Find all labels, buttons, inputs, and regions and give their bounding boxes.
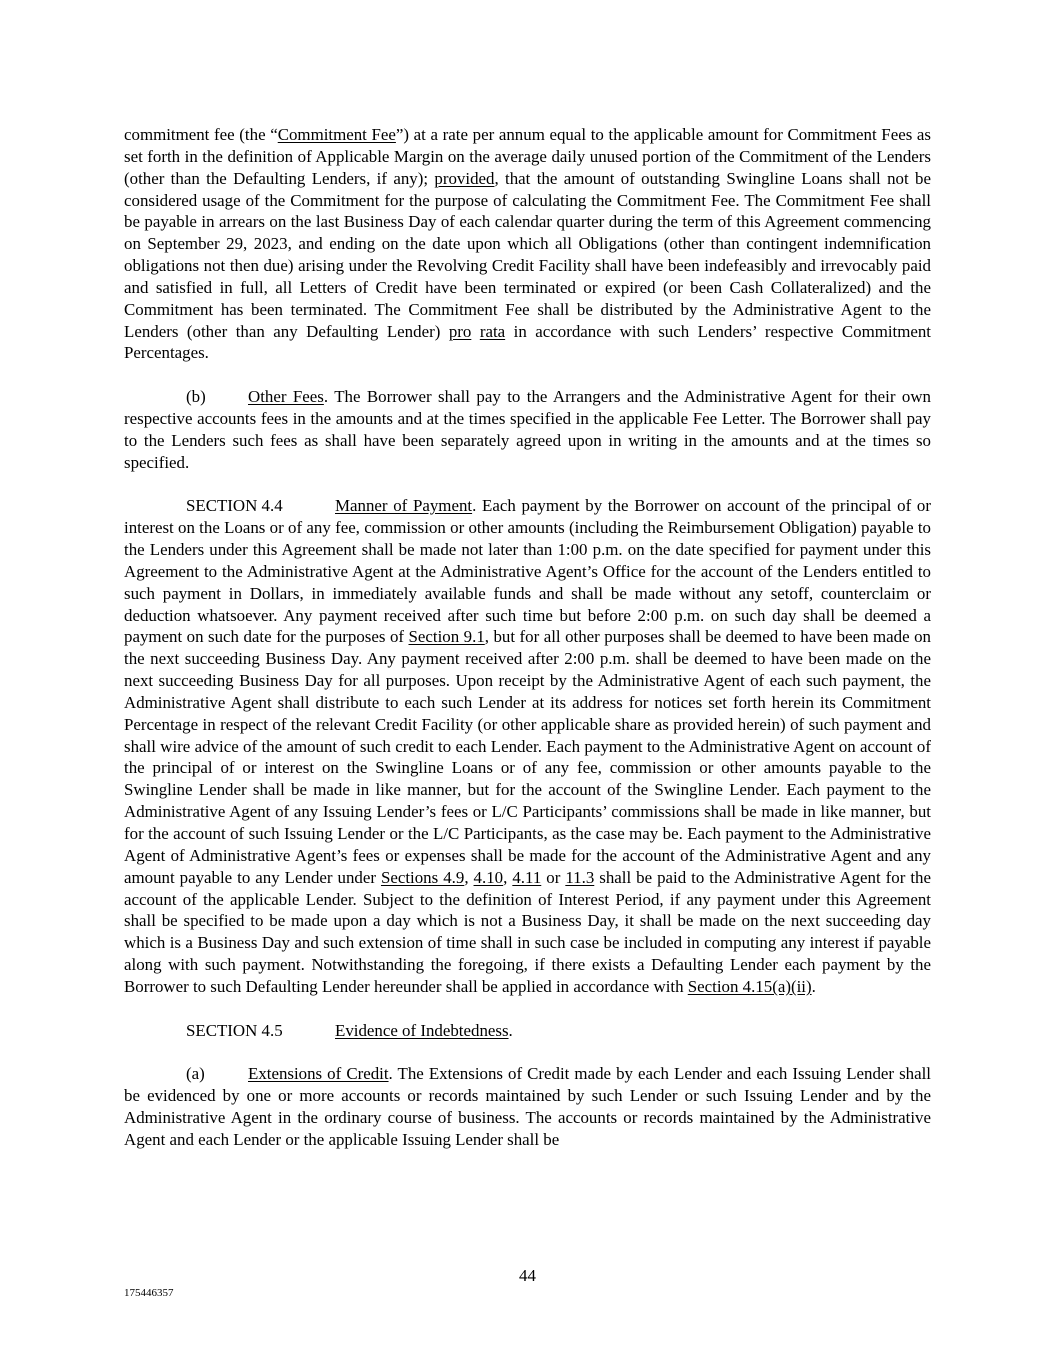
cross-reference-section-4-15: Section 4.15(a)(ii) — [687, 976, 812, 996]
text-run: , — [464, 867, 474, 887]
section-number: SECTION 4.5 — [186, 1020, 283, 1040]
document-id: 175446357 — [124, 1287, 174, 1299]
text-run: . Each payment by the Borrower on account of the principal of or interest on the Loans or of any fee, commission or other amounts (including the Reimbursement Obligation) payable to the Lenders under this Agreement shall be made not later than 1:00 p.m. on the date specified for payment under this Agreement to the Administrative Agent at the Administrative Agent’s Office for the account of the Lenders entitled to such payment in Dollars, in immediately available funds and shall be made without any setoff, counterclaim or deduction whatsoever. Any payment received after such time but before 2:00 p.m. on such day shall be deemed a payment on such date for the purposes of — [124, 496, 932, 647]
defined-term-commitment-fee: Commitment Fee — [277, 125, 396, 144]
text-run: in accordance with such Lenders’ respective Commitment Percentages. — [124, 321, 931, 363]
paragraph-heading-other-fees: Other Fees — [248, 387, 324, 407]
section-heading-evidence-of-indebtedness: Evidence of Indebtedness — [335, 1020, 509, 1040]
text-run: , — [503, 867, 513, 887]
section-number: SECTION 4.4 — [186, 496, 283, 516]
paragraph-label: (a) — [186, 1064, 205, 1084]
cross-reference-11-3: 11.3 — [565, 867, 595, 887]
term-pro: pro — [448, 321, 472, 341]
text-run: ”) at a rate per annum equal to the applicable amount for Commitment Fees as set forth in the definition of Applicable Margin on the average daily unused portion of the Commitment of the Lenders (other than the Defaulting Lenders, if any); — [124, 125, 931, 188]
cross-reference-4-11: 4.11 — [512, 867, 542, 887]
text-run: shall be paid to the Administrative Agent for the account of the applicable Lender. Subject to the definition of Interest Period, if any payment under this Agreement shall be specified to be made upon a day which is not a Business Day, it shall be made on the next succeeding day which is a Business Day and such extension of time shall in such case be included in computing any interest if payable along with such payment. Notwithstanding the foregoing, if there exists a Defaulting Lender each payment by the Borrower to such Defaulting Lender hereunder shall be applied in accordance with — [124, 867, 931, 996]
text-run: , that the amount of outstanding Swingline Loans shall not be considered usage of the Commitment for the purpose of calculating the Commitment Fee. The Commitment Fee shall be payable in arrears on the last Business Day of each calendar quarter during the term of this Agreement commencing on September 29, 2023, and ending on the date upon which all Obligations (other than contingent indemnification obligations not then due) arising under the Revolving Credit Facility shall have been indefeasibly and irrevocably paid and satisfied in full, all Letters of Credit have been terminated or expired (or been Cash Collateralized) and the Commitment has been terminated. The Commitment Fee shall be distributed by the Administrative Agent to the Lenders (other than any Defaulting Lender) — [124, 168, 931, 341]
extensions-of-credit-paragraph — [124, 1063, 931, 1150]
section-4-5-heading — [124, 1020, 931, 1042]
text-run: , but for all other purposes shall be deemed to have been made on the next succeeding Business Day. Any payment received after 2:00 p.m. shall be deemed to have been made on the next succeeding Business Day for all purposes. Upon receipt by the Administrative Agent of each such payment, the Administrative Agent shall distribute to each such Lender at its address for notices set forth herein its Commitment Percentage in respect of the relevant Credit Facility (or other applicable share as provided herein) of such payment and shall wire advice of the amount of such credit to each Lender. Each payment to the Administrative Agent on account of the principal of or interest on the Swingline Loans or of any fee, commission or other amounts payable to the Swingline Lender shall be made in like manner, but for the account of the Swingline Lender. Each payment to the Administrative Agent of any Issuing Lender’s fees or L/C Participants’ commissions shall be made in like manner, but for the account of such Issuing Lender or the L/C Participants, as the case may be. Each payment to the Administrative Agent of Administrative Agent’s fees or expenses shall be made for the account of the Administrative Agent and any amount payable to any Lender under — [124, 627, 931, 887]
text-run: or — [541, 867, 566, 887]
page-number: 44 — [519, 1266, 536, 1285]
text-run: . The Extensions of Credit made by each Lender and each Issuing Lender shall be evidenced by one or more accounts or records maintained by such Lender or such Issuing Lender and by the Administrative Agent in the ordinary course of business. The accounts or records maintained by the Administrative Agent and each Lender or the applicable Issuing Lender shall be — [124, 1064, 931, 1149]
text-run — [471, 322, 480, 341]
section-4-4-paragraph — [124, 495, 931, 997]
document-body — [124, 124, 931, 1151]
paragraph-label: (b) — [186, 387, 206, 407]
text-run: . — [508, 1020, 513, 1040]
text-run: commitment fee (the “ — [124, 125, 278, 144]
other-fees-paragraph — [124, 386, 931, 473]
cross-reference-sections-4-9: Sections 4.9 — [380, 867, 465, 887]
cross-reference-section-9-1: Section 9.1 — [408, 627, 485, 647]
commitment-fee-paragraph — [124, 124, 931, 364]
text-run: . — [811, 976, 816, 996]
text-run: . The Borrower shall pay to the Arrangers and the Administrative Agent for their own respective accounts fees in the amounts and at the times specified in the applicable Fee Letter. The Borrower shall pay to the Lenders such fees as shall have been separately agreed upon in writing in the amounts and at the times so specified. — [124, 387, 931, 472]
paragraph-heading-extensions-of-credit: Extensions of Credit — [248, 1064, 389, 1084]
cross-reference-4-10: 4.10 — [473, 867, 504, 887]
term-rata: rata — [479, 321, 506, 341]
section-heading-manner-of-payment: Manner of Payment — [335, 496, 473, 516]
term-provided: provided — [434, 168, 495, 188]
